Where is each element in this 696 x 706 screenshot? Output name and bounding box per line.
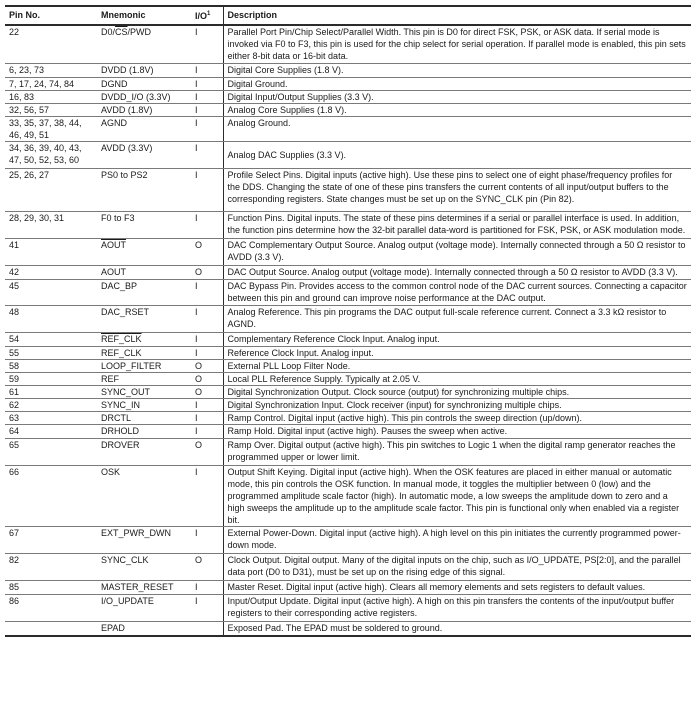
header-io-footnote: 1 (207, 11, 211, 17)
mnemonic-text: PS0 to PS2 (101, 170, 148, 180)
mnemonic-text: I/O_UPDATE (101, 596, 154, 606)
description-cell: Analog Ground. (223, 117, 691, 142)
header-io-label: I/O (195, 11, 208, 21)
mnemonic-text: EXT_PWR_DWN (101, 528, 172, 538)
io-type-cell: I (191, 142, 223, 169)
description-cell: Clock Output. Digital output. Many of the digital inputs on the chip, such as I/O_UPDATE, PS[2:0], and the parallel data port (D0 to D31), must be set up on the rising edge of this signal. (223, 554, 691, 581)
mnemonic-text: DAC_RSET (101, 307, 150, 317)
mnemonic-cell (97, 117, 191, 142)
io-type-cell: I (191, 212, 223, 239)
table-row (5, 439, 691, 466)
io-type-cell: O (191, 239, 223, 266)
io-type-cell (191, 622, 223, 637)
io-type-cell: I (191, 466, 223, 527)
table-row (5, 266, 691, 280)
pin-number-cell: 55 (5, 347, 97, 360)
mnemonic-cell (97, 373, 191, 386)
table-row (5, 25, 691, 64)
description-cell: Analog Reference. This pin programs the DAC output full-scale reference current. Connect a 3.3 kΩ resistor to AGND. (223, 306, 691, 333)
description-cell: DAC Complementary Output Source. Analog output (voltage mode). Internally connected through a 50 Ω resistor to AVDD (3.3 V). (223, 239, 691, 266)
mnemonic-text: DRCTL (101, 413, 132, 423)
table-row (5, 386, 691, 399)
mnemonic-text: SYNC_IN (101, 400, 141, 410)
description-cell: Function Pins. Digital inputs. The state of these pins determines if a serial or parallel interface is used. In addition, the function pins determine how the 32-bit parallel data-word is partitioned for FSK, PSK, or ASK modulation mode. (223, 212, 691, 239)
table-header-row (5, 6, 691, 25)
mnemonic-cell (97, 333, 191, 347)
header-pin-no: Pin No. (5, 6, 97, 25)
mnemonic-cell (97, 91, 191, 104)
mnemonic-text: EPAD (101, 623, 125, 633)
table-row (5, 347, 691, 360)
io-type-cell: I (191, 333, 223, 347)
io-type-cell: I (191, 25, 223, 64)
description-cell: Parallel Port Pin/Chip Select/Parallel Width. This pin is D0 for direct FSK, PSK, or ASK data. If serial mode is invoked via F0 to F3, this pin is used for the chip select for serial operation. If parallel mode is enabled, this pin sets either 8-bit data or 16-bit data. (223, 25, 691, 64)
description-cell: Master Reset. Digital input (active high). Clears all memory elements and sets registers to default values. (223, 581, 691, 595)
description-cell: Digital Synchronization Input. Clock receiver (input) for synchronizing multiple chips. (223, 399, 691, 412)
mnemonic-text-suffix: /PWD (127, 27, 152, 37)
mnemonic-cell (97, 581, 191, 595)
io-type-cell: I (191, 306, 223, 333)
table-row (5, 142, 691, 169)
description-cell: Digital Core Supplies (1.8 V). (223, 64, 691, 78)
io-type-cell: I (191, 78, 223, 91)
mnemonic-text: F0 to F3 (101, 213, 135, 223)
description-cell: Analog DAC Supplies (3.3 V). (223, 142, 691, 169)
table-row (5, 91, 691, 104)
description-cell: Digital Synchronization Output. Clock source (output) for synchronizing multiple chips. (223, 386, 691, 399)
pin-number-cell: 54 (5, 333, 97, 347)
io-type-cell: I (191, 91, 223, 104)
mnemonic-cell (97, 64, 191, 78)
mnemonic-text: LOOP_FILTER (101, 361, 162, 371)
io-type-cell: I (191, 104, 223, 117)
header-description: Description (223, 6, 691, 25)
table-row (5, 595, 691, 622)
io-type-cell: I (191, 169, 223, 212)
io-type-cell: O (191, 266, 223, 280)
mnemonic-text: MASTER_RESET (101, 582, 174, 592)
pin-function-table (5, 5, 691, 637)
table-row (5, 333, 691, 347)
mnemonic-cell (97, 169, 191, 212)
mnemonic-text: DVDD (1.8V) (101, 65, 154, 75)
io-type-cell: I (191, 527, 223, 554)
mnemonic-text: AOUT (101, 267, 127, 277)
pin-number-cell: 45 (5, 280, 97, 306)
pin-number-cell: 6, 23, 73 (5, 64, 97, 78)
pin-number-cell: 42 (5, 266, 97, 280)
io-type-cell: I (191, 399, 223, 412)
io-type-cell: I (191, 425, 223, 439)
table-row (5, 466, 691, 527)
table-row (5, 212, 691, 239)
mnemonic-cell (97, 306, 191, 333)
description-cell: Profile Select Pins. Digital inputs (active high). Use these pins to select one of eight phase/frequency profiles for the DDS. Changing the state of one of these pins transfers the current contents of all input/output buffers to the corresponding registers. State changes must be set up on the SYNC_CLK pin (Pin 82). (223, 169, 691, 212)
mnemonic-cell (97, 622, 191, 637)
description-cell: Ramp Control. Digital input (active high). This pin controls the sweep direction (up/down). (223, 412, 691, 425)
mnemonic-text: SYNC_OUT (101, 387, 151, 397)
mnemonic-cell (97, 104, 191, 117)
pin-number-cell: 62 (5, 399, 97, 412)
mnemonic-cell (97, 142, 191, 169)
io-type-cell: O (191, 554, 223, 581)
table-row (5, 360, 691, 373)
mnemonic-text: DRHOLD (101, 426, 140, 436)
table-row (5, 239, 691, 266)
description-cell: External Power-Down. Digital input (active high). A high level on this pin initiates the currently programmed power-down mode. (223, 527, 691, 554)
io-type-cell: I (191, 347, 223, 360)
table-row (5, 169, 691, 212)
pin-number-cell: 33, 35, 37, 38, 44, 46, 49, 51 (5, 117, 97, 142)
mnemonic-text: REF (101, 374, 119, 384)
description-cell: Complementary Reference Clock Input. Analog input. (223, 333, 691, 347)
table-row (5, 622, 691, 637)
pin-number-cell: 86 (5, 595, 97, 622)
pin-number-cell: 7, 17, 24, 74, 84 (5, 78, 97, 91)
mnemonic-cell (97, 266, 191, 280)
pin-number-cell: 34, 36, 39, 40, 43, 47, 50, 52, 53, 60 (5, 142, 97, 169)
io-type-cell: I (191, 117, 223, 142)
description-cell: Analog Core Supplies (1.8 V). (223, 104, 691, 117)
description-cell: Digital Ground. (223, 78, 691, 91)
mnemonic-cell (97, 25, 191, 64)
pin-number-cell: 41 (5, 239, 97, 266)
table-row (5, 554, 691, 581)
pin-number-cell: 65 (5, 439, 97, 466)
mnemonic-cell (97, 425, 191, 439)
mnemonic-overline-text: REF_CLK (101, 334, 142, 344)
description-cell: DAC Bypass Pin. Provides access to the common control node of the DAC current sources. Connecting a capacitor between this pin and ground can improve noise performance at the DAC output. (223, 280, 691, 306)
mnemonic-text: DGND (101, 79, 128, 89)
pin-number-cell: 25, 26, 27 (5, 169, 97, 212)
description-cell: External PLL Loop Filter Node. (223, 360, 691, 373)
io-type-cell: I (191, 64, 223, 78)
description-cell: DAC Output Source. Analog output (voltage mode). Internally connected through a 50 Ω resistor to AVDD (3.3 V). (223, 266, 691, 280)
pin-number-cell: 67 (5, 527, 97, 554)
table-row (5, 425, 691, 439)
mnemonic-text: DROVER (101, 440, 140, 450)
pin-rows (5, 25, 691, 636)
mnemonic-cell (97, 78, 191, 91)
pin-number-cell: 61 (5, 386, 97, 399)
table-row (5, 527, 691, 554)
description-cell: Output Shift Keying. Digital input (active high). When the OSK features are placed in either manual or automatic mode, this pin controls the OSK function. In manual mode, it toggles the multiplier between 0 (low) and the programmed amplitude scale factor (high). In automatic mode, a low sweeps the amplitude down to zero and a high sweeps the amplitude up to the amplitude scale factor. This pin is functional only when enabled via a register bit. (223, 466, 691, 527)
description-cell: Input/Output Update. Digital input (active high). A high on this pin transfers the contents of the input/output buffer registers to their corresponding active registers. (223, 595, 691, 622)
mnemonic-cell (97, 347, 191, 360)
mnemonic-cell (97, 595, 191, 622)
mnemonic-cell (97, 386, 191, 399)
mnemonic-text: D0/ (101, 27, 116, 37)
pin-number-cell (5, 622, 97, 637)
pin-number-cell: 59 (5, 373, 97, 386)
mnemonic-text: AVDD (3.3V) (101, 143, 153, 153)
mnemonic-cell (97, 527, 191, 554)
mnemonic-text: AVDD (1.8V) (101, 105, 153, 115)
table-row (5, 306, 691, 333)
mnemonic-overline-text: $\overline{CS}$ (115, 27, 128, 37)
table-row (5, 280, 691, 306)
io-type-cell: I (191, 581, 223, 595)
mnemonic-text: OSK (101, 467, 121, 477)
mnemonic-cell (97, 239, 191, 266)
mnemonic-overline-text: AOUT (101, 240, 127, 250)
description-cell: Digital Input/Output Supplies (3.3 V). (223, 91, 691, 104)
io-type-cell: O (191, 373, 223, 386)
pin-number-cell: 64 (5, 425, 97, 439)
table-row (5, 64, 691, 78)
table-row (5, 104, 691, 117)
mnemonic-cell (97, 439, 191, 466)
io-type-cell: O (191, 360, 223, 373)
pin-number-cell: 48 (5, 306, 97, 333)
mnemonic-cell (97, 280, 191, 306)
table-row (5, 373, 691, 386)
mnemonic-cell (97, 466, 191, 527)
mnemonic-cell (97, 412, 191, 425)
mnemonic-cell (97, 360, 191, 373)
pin-number-cell: 32, 56, 57 (5, 104, 97, 117)
io-type-cell: O (191, 439, 223, 466)
table-row (5, 581, 691, 595)
pin-number-cell: 66 (5, 466, 97, 527)
mnemonic-text: REF_CLK (101, 348, 142, 358)
io-type-cell: O (191, 386, 223, 399)
mnemonic-cell (97, 554, 191, 581)
description-cell: Reference Clock Input. Analog input. (223, 347, 691, 360)
pin-number-cell: 28, 29, 30, 31 (5, 212, 97, 239)
pin-number-cell: 22 (5, 25, 97, 64)
mnemonic-text: SYNC_CLK (101, 555, 149, 565)
pin-number-cell: 58 (5, 360, 97, 373)
header-io (191, 6, 223, 25)
io-type-cell: I (191, 280, 223, 306)
io-type-cell: I (191, 595, 223, 622)
description-cell: Ramp Hold. Digital input (active high). Pauses the sweep when active. (223, 425, 691, 439)
description-cell: Local PLL Reference Supply. Typically at 2.05 V. (223, 373, 691, 386)
pin-number-cell: 63 (5, 412, 97, 425)
pin-number-cell: 85 (5, 581, 97, 595)
mnemonic-text: AGND (101, 118, 128, 128)
header-mnemonic: Mnemonic (97, 6, 191, 25)
mnemonic-cell (97, 212, 191, 239)
pin-number-cell: 16, 83 (5, 91, 97, 104)
table-row (5, 117, 691, 142)
pin-number-cell: 82 (5, 554, 97, 581)
mnemonic-cell (97, 399, 191, 412)
description-cell: Ramp Over. Digital output (active high). This pin switches to Logic 1 when the digital ramp generator reaches the programmed upper or lower limit. (223, 439, 691, 466)
table-row (5, 78, 691, 91)
table-row (5, 399, 691, 412)
table-row (5, 412, 691, 425)
mnemonic-text: DAC_BP (101, 281, 138, 291)
io-type-cell: I (191, 412, 223, 425)
description-cell: Exposed Pad. The EPAD must be soldered to ground. (223, 622, 691, 637)
mnemonic-text: DVDD_I/O (3.3V) (101, 92, 171, 102)
